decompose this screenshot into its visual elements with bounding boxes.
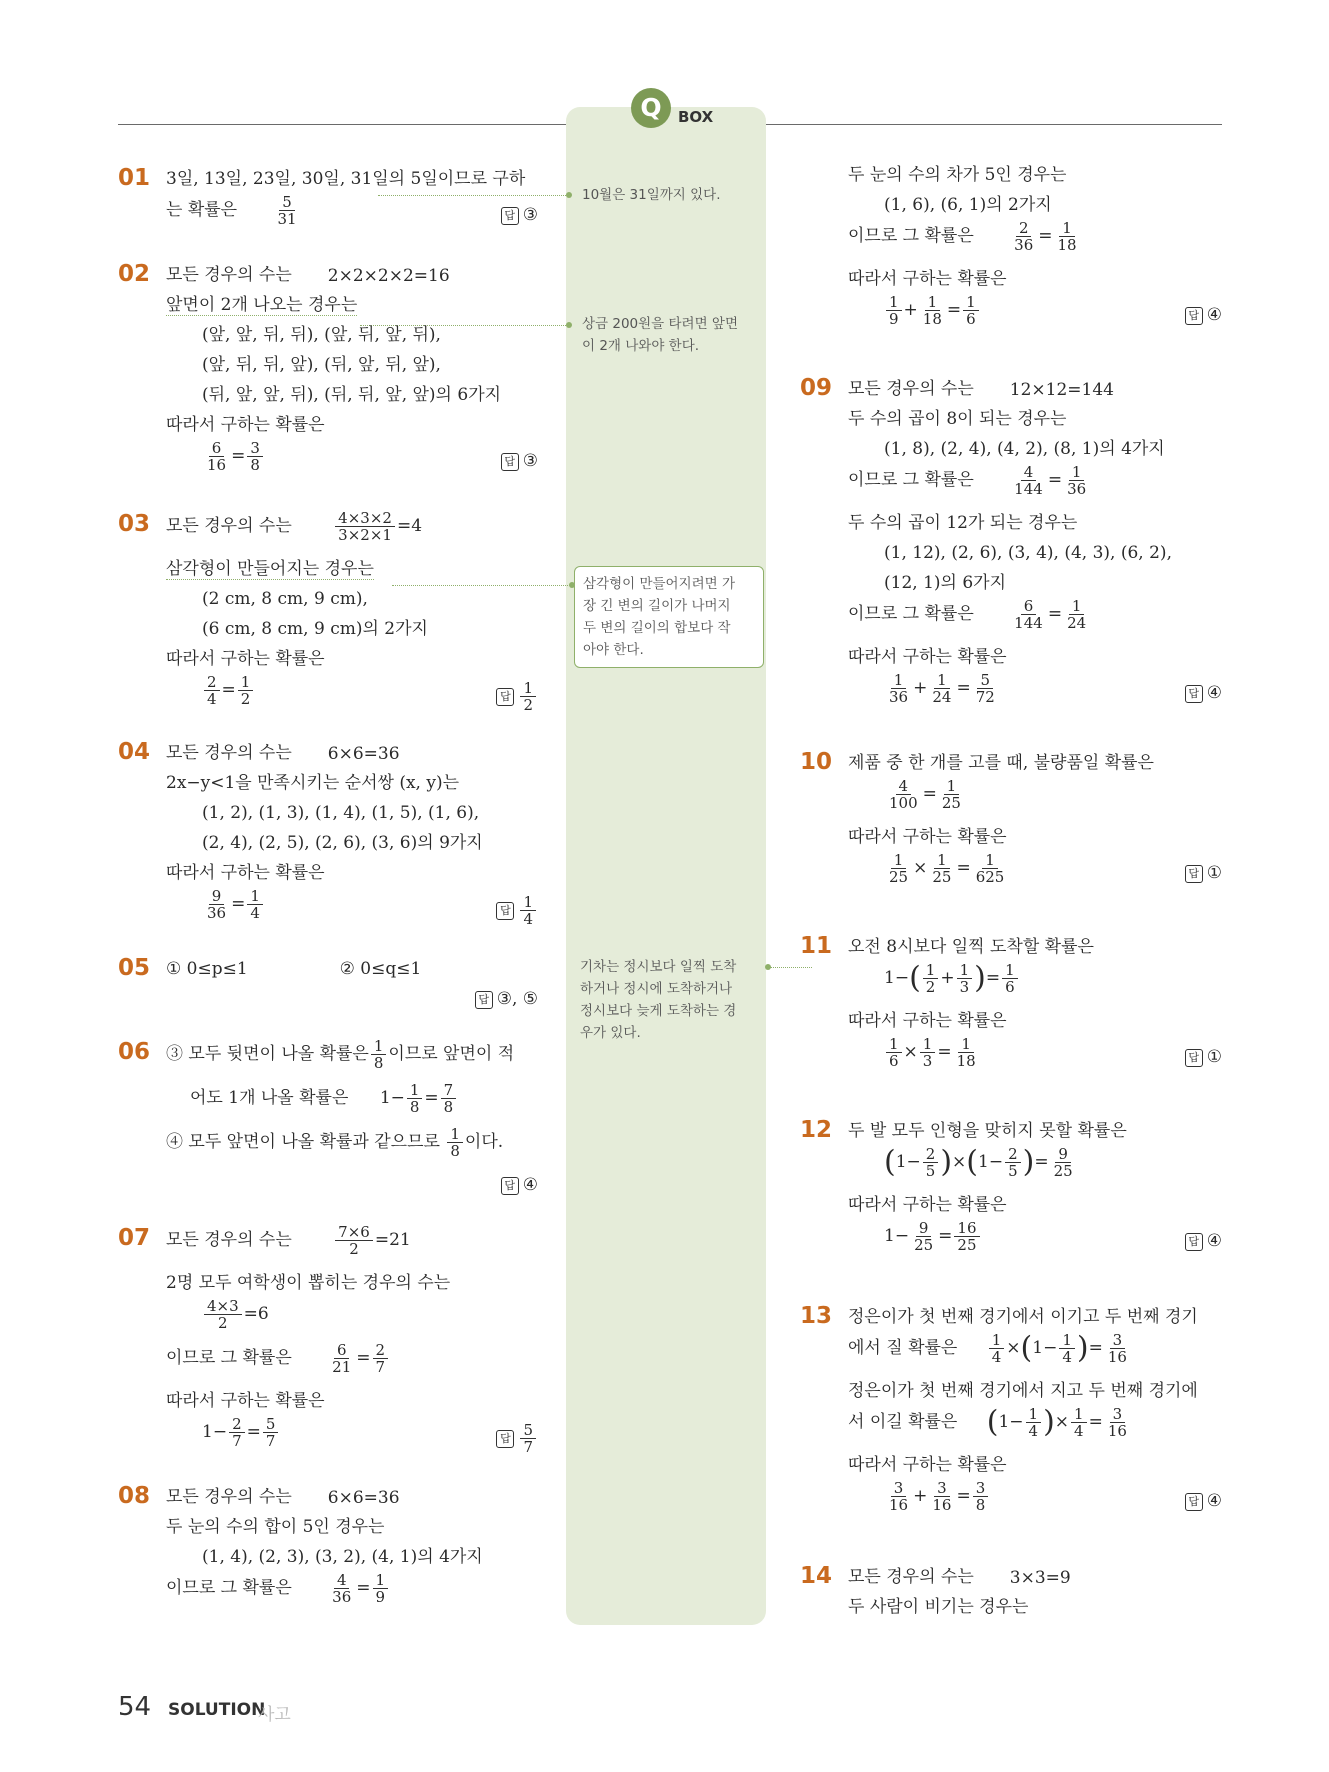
answer: 답 $\frac{1}{2}$ <box>496 680 538 713</box>
note-02: 상금 200원을 타려면 앞면 이 2개 나와야 한다. <box>582 316 739 354</box>
fraction: $\frac{5}{31}$ <box>277 193 297 228</box>
answer-icon: 답 <box>501 207 519 225</box>
note-dot-2 <box>566 322 572 328</box>
problem-number: 04 <box>118 739 151 765</box>
fraction: $\frac{1}{8}$ <box>371 1038 387 1071</box>
fraction: $\frac{1}{2}$ <box>238 674 254 707</box>
top-rule-right <box>762 124 1222 125</box>
answer: 답 ③ <box>501 200 538 230</box>
note-dot-1 <box>566 192 572 198</box>
problem-number: 05 <box>118 955 151 981</box>
problem-number: 08 <box>118 1483 151 1509</box>
problem-number: 14 <box>800 1563 833 1589</box>
problem-number: 09 <box>800 375 833 401</box>
footer-sublabel: 사고 <box>258 1705 291 1725</box>
fraction: $\frac{3}{8}$ <box>247 440 263 473</box>
text-line: 3일, 13일, 23일, 30일, 31일의 5일이므로 구하 <box>166 169 526 189</box>
note-03: 삼각형이 만들어지려면 가 장 긴 변의 길이가 나머지 두 변의 길이의 합보다 작 아야 한다. <box>574 566 764 668</box>
problem-number: 10 <box>800 749 833 775</box>
note-01: 10월은 31일까지 있다. <box>582 187 721 203</box>
qbox-label: BOX <box>678 108 714 126</box>
note-dot-4 <box>765 964 771 970</box>
answer: 답 ③ <box>501 446 538 476</box>
qbox-q-icon: Q <box>631 88 671 128</box>
answer: 답 ④ <box>1185 678 1222 708</box>
fraction: $\frac{2}{4}$ <box>204 674 220 707</box>
note-04: 기차는 정시보다 일찍 도착 하거나 정시에 도착하거나 정시보다 늦게 도착하는 경 우가 있다. <box>580 959 737 1041</box>
answer: 답 ④ <box>1185 300 1222 330</box>
problem-number: 11 <box>800 933 833 959</box>
fraction: $\frac{1}{4}$ <box>247 888 263 921</box>
fraction: $\frac{4\times 3\times 2}{3\times 2\times 1}$ <box>335 510 395 543</box>
top-rule-left <box>118 124 570 125</box>
answer: 답 ④ <box>1185 1226 1222 1256</box>
problem-number: 06 <box>118 1039 151 1065</box>
fraction: $\frac{6}{16}$ <box>207 439 227 474</box>
fraction: $\frac{9}{36}$ <box>207 887 227 922</box>
answer: 답 $\frac{5}{7}$ <box>496 1422 538 1455</box>
footer-label: SOLUTION <box>168 1700 266 1720</box>
answer: 답 ① <box>1185 1042 1222 1072</box>
problem-number: 02 <box>118 261 151 287</box>
problem-number: 12 <box>800 1117 833 1143</box>
answer: 답 $\frac{1}{4}$ <box>496 894 538 927</box>
answer: 답 ④ <box>1185 1486 1222 1516</box>
problem-number: 13 <box>800 1303 833 1329</box>
page-number: 54 <box>118 1692 152 1722</box>
problem-number: 01 <box>118 165 151 191</box>
text-line: 는 확률은 $\frac{5}{31}$ 답 ③ <box>166 193 538 228</box>
problem-number: 03 <box>118 511 151 537</box>
problem-number: 07 <box>118 1225 151 1251</box>
answer: 답 ① <box>1185 858 1222 888</box>
note-leader-4 <box>770 967 812 968</box>
